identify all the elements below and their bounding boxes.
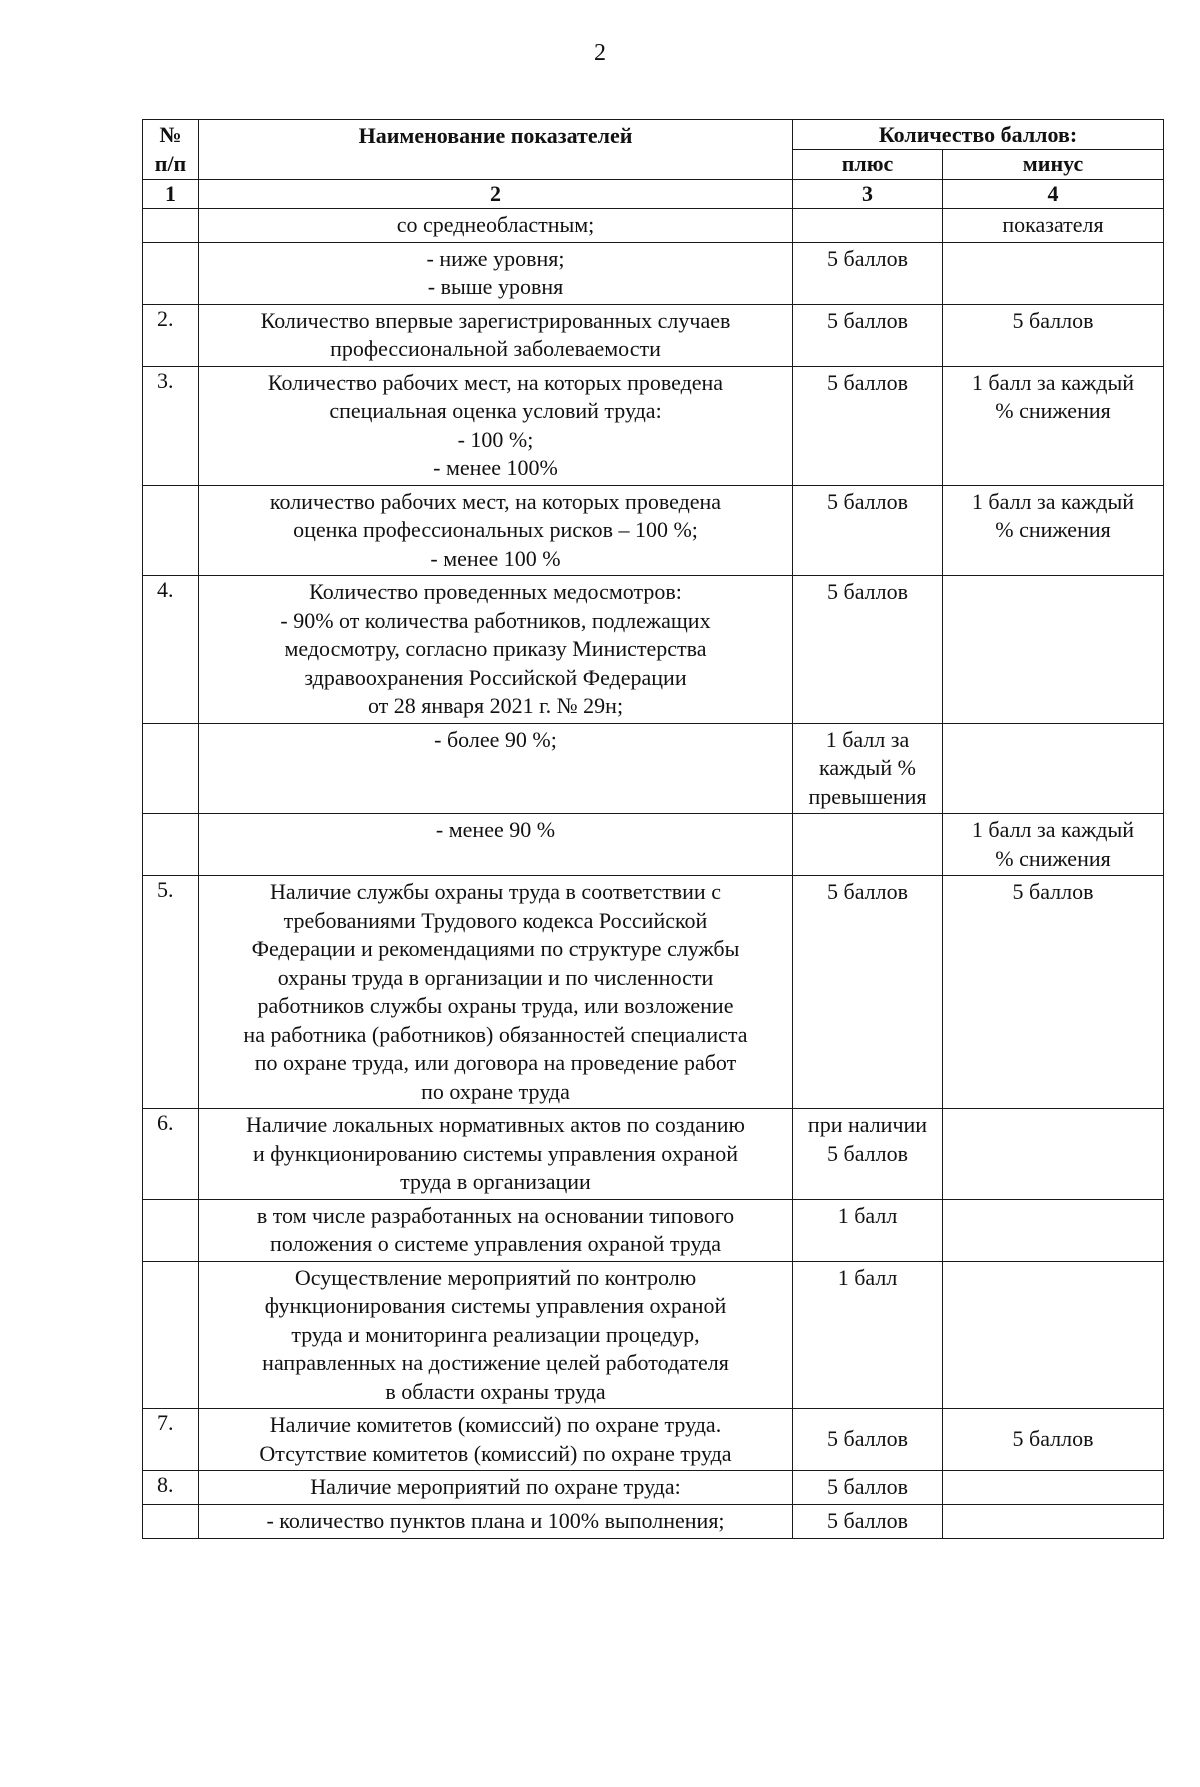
indicator-line: и функционированию системы управления охраной: [252, 1140, 739, 1166]
plus-score-line: 5 баллов: [827, 307, 908, 333]
row-number: 3.: [143, 366, 199, 485]
indicator-name: [199, 876, 793, 1109]
plus-score: [793, 1199, 943, 1261]
indicator-line: - менее 90 %: [435, 817, 556, 842]
indicator-line: в том числе разработанных на основании типового: [256, 1202, 735, 1228]
plus-score-line: превышения: [808, 783, 927, 809]
indicator-line: специальная оценка условий труда:: [329, 398, 662, 423]
minus-score: [943, 1504, 1164, 1538]
plus-score-line: 5 баллов: [827, 369, 908, 395]
minus-score: [943, 814, 1164, 876]
table-row: [143, 876, 1164, 1109]
indicator-name: [199, 723, 793, 814]
minus-score-line: % снижения: [995, 517, 1111, 542]
indicator-line: охраны труда в организации и по численности: [277, 964, 714, 990]
col-number-4: 4: [943, 179, 1164, 209]
plus-score-line: 1 балл: [837, 1202, 898, 1228]
row-number: 2.: [143, 304, 199, 366]
indicator-line: Осуществление мероприятий по контролю: [294, 1264, 697, 1290]
minus-score: [943, 485, 1164, 576]
minus-score: [943, 576, 1164, 724]
row-number: [143, 814, 199, 876]
minus-score: [943, 242, 1164, 304]
col-number-1: 1: [143, 179, 199, 209]
plus-score-line: 5 баллов: [827, 488, 908, 514]
indicator-line: - выше уровня: [427, 274, 564, 299]
minus-score-line: 1 балл за каждый: [971, 488, 1135, 514]
row-number: 5.: [143, 876, 199, 1109]
header-score: Количество баллов:: [793, 120, 1164, 150]
indicator-line: положения о системе управления охраной труда: [269, 1231, 722, 1256]
indicator-name: [199, 366, 793, 485]
indicator-line: Наличие службы охраны труда в соответствии с: [270, 879, 721, 904]
indicator-line: по охране труда: [421, 1078, 570, 1104]
indicator-line: на работника (работников) обязанностей специалиста: [243, 1021, 748, 1047]
minus-score-line: 5 баллов: [1012, 1426, 1094, 1452]
plus-score-line: каждый %: [819, 755, 916, 780]
plus-score-line: 5 баллов: [827, 879, 908, 904]
indicator-line: медосмотру, согласно приказу Министерства: [284, 636, 707, 661]
indicator-line: Наличие комитетов (комиссий) по охране труда.: [269, 1412, 722, 1437]
indicator-line: труда в организации: [400, 1169, 591, 1194]
row-number: [143, 1199, 199, 1261]
header-plus: плюс: [793, 150, 943, 180]
minus-score-line: % снижения: [995, 398, 1111, 423]
table-row: [143, 209, 1164, 243]
minus-score-line: 1 балл за каждый: [971, 817, 1135, 842]
plus-score: [793, 1504, 943, 1538]
indicator-line: работников службы охраны труда, или возложение: [257, 993, 734, 1018]
header-num: № п/п: [143, 120, 199, 180]
plus-score-line: 1 балл за: [825, 726, 910, 752]
row-number: [143, 242, 199, 304]
table-row: [143, 485, 1164, 576]
table-row: [143, 1504, 1164, 1538]
header-name: Наименование показателей: [199, 120, 793, 180]
indicator-line: со среднеобластным;: [396, 212, 595, 237]
plus-score: [793, 723, 943, 814]
indicator-name: [199, 814, 793, 876]
indicator-line: - ниже уровня;: [426, 245, 565, 271]
plus-score-line: 5 баллов: [827, 245, 908, 271]
table-row: [143, 723, 1164, 814]
score-table: [142, 119, 1164, 1539]
minus-score-line: 1 балл за каждый: [971, 369, 1135, 395]
plus-score: [793, 876, 943, 1109]
indicator-line: профессиональной заболеваемости: [330, 336, 661, 361]
minus-score: [943, 209, 1164, 243]
plus-score-line: 5 баллов: [827, 579, 908, 604]
indicator-line: в области охраны труда: [385, 1378, 606, 1404]
plus-score-line: при наличии: [807, 1112, 928, 1137]
row-number: [143, 209, 199, 243]
minus-score: [943, 1409, 1164, 1471]
indicator-line: оценка профессиональных рисков – 100 %;: [293, 517, 698, 542]
indicator-name: [199, 576, 793, 724]
plus-score: [793, 1261, 943, 1409]
plus-score: [793, 366, 943, 485]
indicator-line: Отсутствие комитетов (комиссий) по охране труда: [259, 1440, 732, 1466]
minus-score-line: 5 баллов: [1012, 879, 1094, 904]
table-row: [143, 1199, 1164, 1261]
indicator-line: - менее 100 %: [430, 545, 561, 571]
indicator-line: Количество впервые зарегистрированных случаев: [260, 307, 731, 333]
indicator-line: от 28 января 2021 г. № 29н;: [367, 693, 624, 718]
table-row: [143, 366, 1164, 485]
minus-score: [943, 1261, 1164, 1409]
indicator-line: здравоохранения Российской Федерации: [304, 664, 687, 690]
row-number: 4.: [143, 576, 199, 724]
indicator-line: количество рабочих мест, на которых проведена: [269, 488, 722, 514]
table-row: [143, 1471, 1164, 1505]
minus-score: [943, 876, 1164, 1109]
table-row: [143, 242, 1164, 304]
indicator-line: Наличие мероприятий по охране труда:: [310, 1474, 681, 1499]
plus-score: [793, 1471, 943, 1505]
row-number: 6.: [143, 1109, 199, 1200]
plus-score-line: 5 баллов: [827, 1507, 908, 1533]
indicator-line: труда и мониторинга реализации процедур,: [291, 1321, 700, 1347]
row-number: [143, 485, 199, 576]
row-number: [143, 1504, 199, 1538]
table-row: [143, 814, 1164, 876]
plus-score: [793, 1109, 943, 1200]
minus-score: [943, 366, 1164, 485]
table-row: [143, 1409, 1164, 1471]
plus-score: [793, 814, 943, 876]
indicator-line: Федерации и рекомендациями по структуре службы: [251, 936, 740, 961]
row-number: [143, 1261, 199, 1409]
plus-score-line: 5 баллов: [827, 1426, 908, 1452]
page-number: 2: [594, 40, 606, 66]
plus-score: [793, 209, 943, 243]
indicator-name: [199, 1409, 793, 1471]
indicator-name: [199, 1261, 793, 1409]
minus-score: [943, 1471, 1164, 1505]
table-body: [143, 209, 1164, 1539]
plus-score-line: 5 баллов: [827, 1140, 908, 1166]
indicator-name: [199, 209, 793, 243]
minus-score: [943, 304, 1164, 366]
row-number: 7.: [143, 1409, 199, 1471]
col-number-2: 2: [199, 179, 793, 209]
minus-score: [943, 1109, 1164, 1200]
indicator-name: [199, 242, 793, 304]
plus-score: [793, 304, 943, 366]
col-number-3: 3: [793, 179, 943, 209]
minus-score: [943, 723, 1164, 814]
table-row: [143, 576, 1164, 724]
indicator-name: [199, 485, 793, 576]
indicator-name: [199, 1504, 793, 1538]
indicator-line: требованиями Трудового кодекса Российской: [283, 907, 708, 933]
indicator-name: [199, 1199, 793, 1261]
indicator-line: - 90% от количества работников, подлежащих: [280, 607, 711, 633]
row-number: [143, 723, 199, 814]
minus-score-line: % снижения: [995, 845, 1111, 871]
table-row: [143, 304, 1164, 366]
table-row: [143, 1109, 1164, 1200]
indicator-line: Количество проведенных медосмотров:: [309, 579, 682, 604]
plus-score: [793, 485, 943, 576]
indicator-line: по охране труда, или договора на проведение работ: [254, 1050, 737, 1075]
plus-score: [793, 1409, 943, 1471]
plus-score: [793, 576, 943, 724]
plus-score: [793, 242, 943, 304]
indicator-line: Количество рабочих мест, на которых проведена: [267, 369, 724, 395]
row-number: 8.: [143, 1471, 199, 1505]
indicator-line: функционирования системы управления охраной: [264, 1293, 727, 1318]
table-row: [143, 1261, 1164, 1409]
indicator-line: - количество пунктов плана и 100% выполнения;: [266, 1507, 725, 1533]
indicator-line: направленных на достижение целей работодателя: [262, 1350, 729, 1375]
indicator-line: - 100 %;: [457, 426, 534, 452]
indicator-name: [199, 1109, 793, 1200]
minus-score: [943, 1199, 1164, 1261]
indicator-line: - менее 100%: [433, 455, 558, 480]
header-minus: минус: [943, 150, 1164, 180]
indicator-name: [199, 304, 793, 366]
minus-score-line: 5 баллов: [1012, 307, 1094, 333]
plus-score-line: 1 балл: [837, 1264, 898, 1290]
indicator-name: [199, 1471, 793, 1505]
indicator-line: - более 90 %;: [434, 726, 557, 752]
indicator-line: Наличие локальных нормативных актов по созданию: [246, 1112, 745, 1137]
minus-score-line: показателя: [1002, 212, 1104, 237]
plus-score-line: 5 баллов: [827, 1474, 908, 1499]
